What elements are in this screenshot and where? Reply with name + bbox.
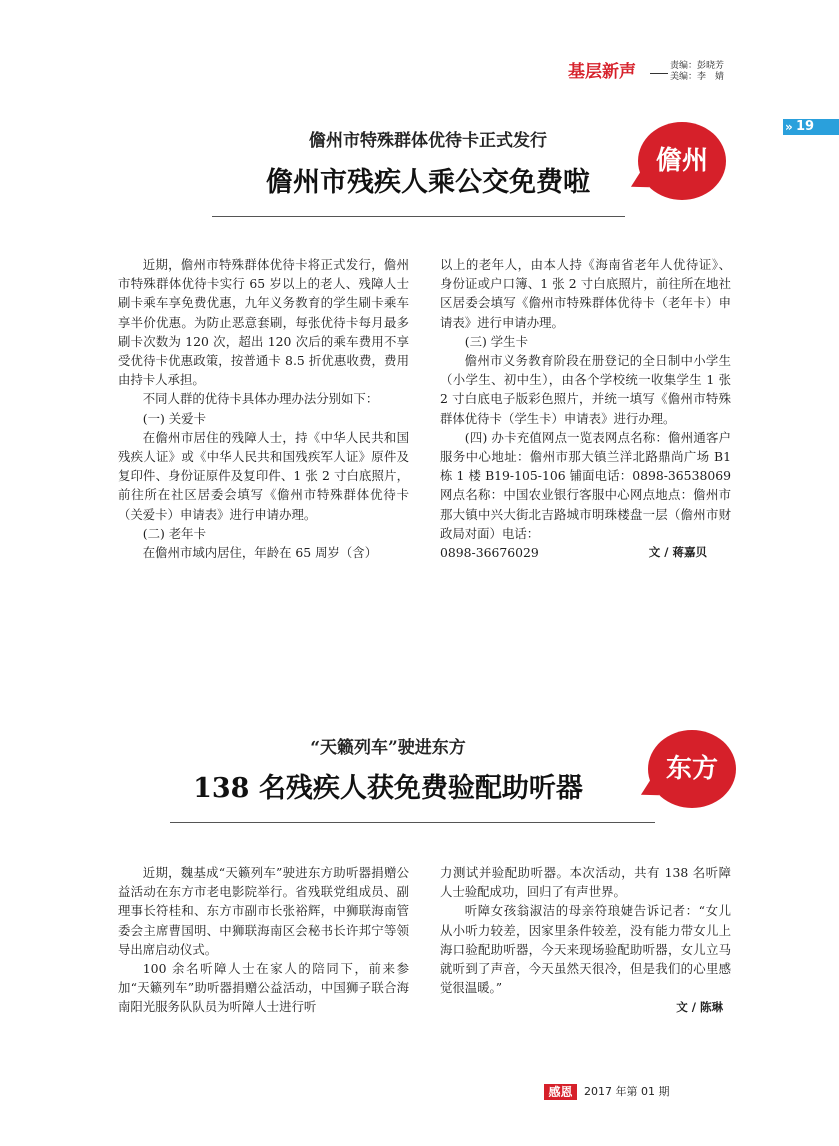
region-badge-dongfang: [648, 730, 736, 808]
article2-kicker: “天籁列车”驶进东方: [310, 738, 466, 758]
article2-byline: 文 / 陈琳: [676, 1000, 723, 1015]
paragraph: 以上的老年人，由本人持《海南省老年人优待证》、身份证或户口簿、1 张 2 寸白底照片，前往所在地社区居委会填写《儋州市特殊群体优待卡（老年卡）申请表》进行申请办理。: [440, 257, 731, 330]
paragraph: 100 余名听障人士在家人的陪同下，前来参加“天籁列车”助听器捐赠公益活动，中国狮子联合海南阳光服务队队员为听障人士进行听: [118, 961, 409, 1015]
article2-byline-row: [440, 997, 731, 1017]
paragraph: (四) 办卡充值网点一览表网点名称：儋州通客户服务中心地址：儋州市那大镇兰洋北路鼎尚广场 B1 栋 1 楼 B19-105-106 铺面电话：0898-36538069 网点名称：中国农业银行客服中心网点地点：儋州市那大镇中兴大街北吉路城市明珠楼盘一层（儋州市财政局对面）电话：: [440, 429, 731, 541]
region-badge-danzhou: [638, 122, 726, 200]
article1-headline: 儋州市残疾人乘公交免费啦: [266, 167, 590, 198]
article2-column-left: [118, 863, 409, 1017]
article1-column-right: [440, 255, 731, 562]
paragraph: 听障女孩翁淑洁的母亲符琅婕告诉记者：“女儿从小听力较差，因家里条件较差，没有能力带女儿上海口验配助听器，今天来现场验配助听器，女儿立马就听到了声音，今天虽然天很冷，但是我们的心里感觉很温暖。”: [440, 903, 731, 996]
article1-column-left: [118, 255, 409, 562]
subheading: (三) 学生卡: [464, 333, 528, 349]
paragraph: 近期，魏基成“天籁列车”驶进东方助听器捐赠公益活动在东方市老电影院举行。省残联党组成员、副理事长符桂和、东方市副市长张裕辉，中狮联海南管委会主席曹国明、中狮联海南区会秘书长许邦宁等领导出席启动仪式。: [118, 865, 409, 957]
page-number-tab: [783, 119, 839, 135]
magazine-logo-text: 感恩: [548, 1085, 573, 1099]
region-badge-label: 儋州: [655, 146, 708, 176]
phone-number: 0898-36676029: [440, 545, 539, 561]
subheading: (二) 老年卡: [142, 525, 206, 541]
article1-byline: 文 / 蒋嘉贝: [648, 545, 707, 560]
section-divider: [650, 73, 668, 74]
article1-title-rule: [212, 216, 625, 217]
page-number: 19: [796, 119, 815, 134]
editor-credit: 责编：彭晓芳: [670, 61, 725, 71]
paragraph: 力测试并验配助听器。本次活动，共有 138 名听障人士验配成功，回归了有声世界。: [440, 865, 731, 900]
paragraph: 在儋州市域内居住，年龄在 65 周岁（含）: [142, 545, 378, 561]
paragraph: 近期，儋州市特殊群体优待卡将正式发行，儋州市特殊群体优待卡实行 65 岁以上的老人、残障人士刷卡乘车享免费优惠，九年义务教育的学生刷卡乘车享半价优惠。为防止恶意套刷，每张优待卡每月最多刷卡次数为 120 次，超出 120 次后的乘车费用不享受优待卡优惠政策，按普通卡 8.5 折优惠收费，费用由持卡人承担。: [118, 257, 409, 388]
section-title: 基层新声: [568, 62, 636, 82]
credits: [670, 61, 724, 83]
phone-byline-row: [440, 543, 731, 562]
magazine-logo: [544, 1084, 577, 1100]
article2-title-rule: [170, 822, 655, 823]
region-badge-label: 东方: [665, 754, 718, 784]
article2-column-right: [440, 863, 731, 1018]
designer-credit: 美编：李 婧: [670, 72, 725, 82]
paragraph: 在儋州市居住的残障人士，持《中华人民共和国残疾人证》或《中华人民共和国残疾军人证》原件及复印件、身份证原件及复印件、1 张 2 寸白底照片，前往所在社区居委会填写《儋州市特殊群体优待卡（关爱卡）申请表》进行申请办理。: [118, 429, 409, 522]
subheading: (一) 关爱卡: [142, 410, 206, 426]
paragraph: 儋州市义务教育阶段在册登记的全日制中小学生（小学生、初中生），由各个学校统一收集学生 1 张 2 寸白底电子版彩色照片，并统一填写《儋州市特殊群体优待卡（学生卡）申请表》进行办理。: [440, 353, 731, 426]
chevron-right-icon: »: [785, 120, 793, 134]
article2-headline: 138 名残疾人获免费验配助听器: [193, 773, 583, 804]
article1-kicker: 儋州市特殊群体优待卡正式发行: [309, 131, 547, 151]
issue-label: 2017 年第 01 期: [584, 1085, 670, 1098]
paragraph: 不同人群的优待卡具体办理办法分别如下：: [142, 391, 379, 407]
